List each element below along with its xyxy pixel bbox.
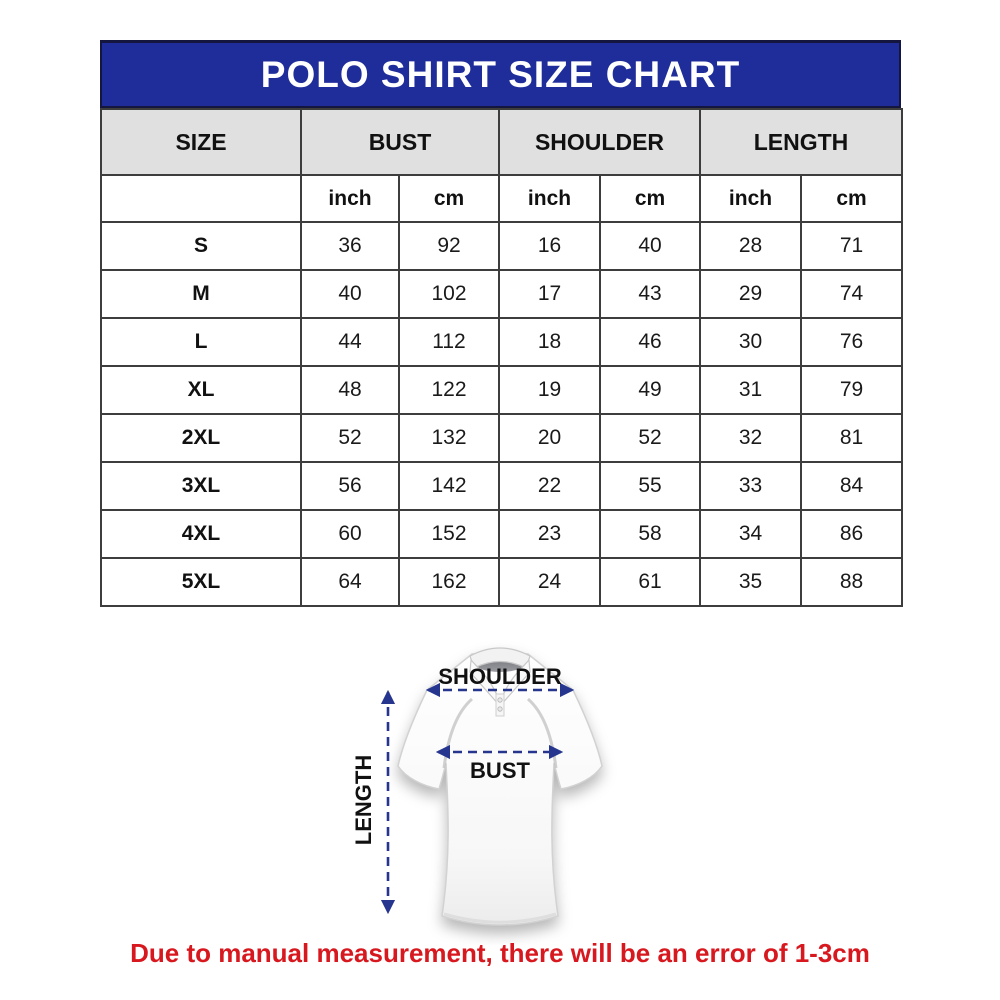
value-cell: 74: [801, 270, 902, 318]
value-cell: 79: [801, 366, 902, 414]
size-cell: XL: [101, 366, 301, 414]
value-cell: 16: [499, 222, 600, 270]
unit-length-cm: cm: [801, 175, 902, 222]
value-cell: 132: [399, 414, 499, 462]
value-cell: 43: [600, 270, 700, 318]
size-cell: 3XL: [101, 462, 301, 510]
shoulder-label: SHOULDER: [438, 664, 562, 689]
value-cell: 64: [301, 558, 399, 606]
value-cell: 17: [499, 270, 600, 318]
value-cell: 46: [600, 318, 700, 366]
value-cell: 152: [399, 510, 499, 558]
value-cell: 58: [600, 510, 700, 558]
size-cell: M: [101, 270, 301, 318]
value-cell: 18: [499, 318, 600, 366]
button-top: [498, 698, 502, 702]
value-cell: 81: [801, 414, 902, 462]
value-cell: 28: [700, 222, 801, 270]
value-cell: 48: [301, 366, 399, 414]
col-header-shoulder: SHOULDER: [499, 109, 700, 175]
value-cell: 55: [600, 462, 700, 510]
value-cell: 86: [801, 510, 902, 558]
col-header-size: SIZE: [101, 109, 301, 175]
value-cell: 76: [801, 318, 902, 366]
table-row-s: [101, 222, 902, 270]
polo-shirt-illustration: [320, 628, 700, 945]
unit-length-inch: inch: [700, 175, 801, 222]
size-cell: 4XL: [101, 510, 301, 558]
size-chart-block: [100, 40, 901, 607]
value-cell: 61: [600, 558, 700, 606]
value-cell: 22: [499, 462, 600, 510]
value-cell: 88: [801, 558, 902, 606]
size-cell: L: [101, 318, 301, 366]
button-bottom: [498, 707, 502, 711]
table-row-l: [101, 318, 902, 366]
value-cell: 84: [801, 462, 902, 510]
unit-shoulder-inch: inch: [499, 175, 600, 222]
chart-title: POLO SHIRT SIZE CHART: [260, 53, 741, 95]
value-cell: 162: [399, 558, 499, 606]
bust-label: BUST: [470, 758, 530, 783]
value-cell: 31: [700, 366, 801, 414]
unit-shoulder-cm: cm: [600, 175, 700, 222]
value-cell: 56: [301, 462, 399, 510]
table-units-row: [101, 175, 902, 222]
value-cell: 40: [301, 270, 399, 318]
value-cell: 32: [700, 414, 801, 462]
table-row-3xl: [101, 462, 902, 510]
col-header-bust: BUST: [301, 109, 499, 175]
value-cell: 34: [700, 510, 801, 558]
value-cell: 142: [399, 462, 499, 510]
placket: [496, 694, 504, 716]
value-cell: 40: [600, 222, 700, 270]
table-row-5xl: [101, 558, 902, 606]
value-cell: 60: [301, 510, 399, 558]
value-cell: 24: [499, 558, 600, 606]
size-cell: S: [101, 222, 301, 270]
col-header-length: LENGTH: [700, 109, 902, 175]
units-empty-cell: [101, 175, 301, 222]
value-cell: 71: [801, 222, 902, 270]
value-cell: 23: [499, 510, 600, 558]
value-cell: 33: [700, 462, 801, 510]
value-cell: 35: [700, 558, 801, 606]
value-cell: 36: [301, 222, 399, 270]
table-row-xl: [101, 366, 902, 414]
value-cell: 44: [301, 318, 399, 366]
value-cell: 19: [499, 366, 600, 414]
size-cell: 5XL: [101, 558, 301, 606]
length-label: LENGTH: [351, 754, 376, 846]
table-row-2xl: [101, 414, 902, 462]
unit-bust-inch: inch: [301, 175, 399, 222]
table-row-m: [101, 270, 902, 318]
table-header-row: [101, 109, 902, 175]
size-chart-table: [100, 108, 903, 607]
table-row-4xl: [101, 510, 902, 558]
value-cell: 20: [499, 414, 600, 462]
value-cell: 52: [301, 414, 399, 462]
unit-bust-cm: cm: [399, 175, 499, 222]
value-cell: 30: [700, 318, 801, 366]
value-cell: 52: [600, 414, 700, 462]
value-cell: 122: [399, 366, 499, 414]
size-cell: 2XL: [101, 414, 301, 462]
value-cell: 49: [600, 366, 700, 414]
value-cell: 29: [700, 270, 801, 318]
measurement-error-note: Due to manual measurement, there will be an error of 1-3cm: [130, 938, 870, 968]
chart-title-bar: [100, 40, 901, 108]
value-cell: 92: [399, 222, 499, 270]
value-cell: 102: [399, 270, 499, 318]
value-cell: 112: [399, 318, 499, 366]
